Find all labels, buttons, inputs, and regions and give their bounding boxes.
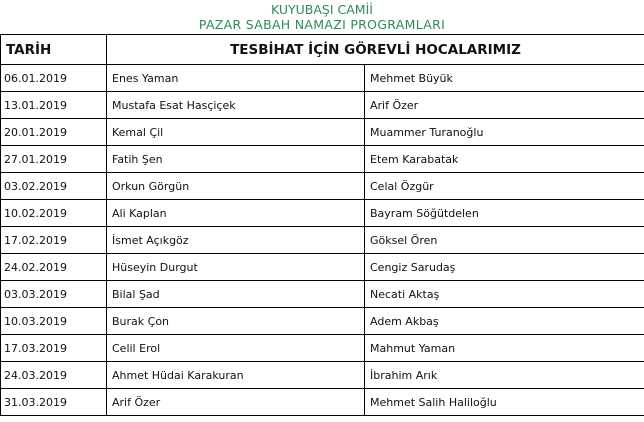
hoca2-cell: Necati Aktaş bbox=[365, 281, 644, 308]
date-cell: 17.02.2019 bbox=[1, 227, 107, 254]
hoca1-cell: Orkun Görgün bbox=[107, 173, 365, 200]
table-row bbox=[1, 335, 644, 362]
date-cell: 10.03.2019 bbox=[1, 308, 107, 335]
hoca2-cell: Arif Özer bbox=[365, 92, 644, 119]
date-cell: 06.01.2019 bbox=[1, 65, 107, 92]
hoca1-cell: Hüseyin Durgut bbox=[107, 254, 365, 281]
date-cell: 31.03.2019 bbox=[1, 389, 107, 416]
title-block bbox=[0, 0, 644, 34]
table-row bbox=[1, 227, 644, 254]
mosque-title: KUYUBAŞI CAMİİ bbox=[271, 2, 373, 17]
hoca1-cell: Burak Çon bbox=[107, 308, 365, 335]
date-cell: 24.03.2019 bbox=[1, 362, 107, 389]
hoca1-cell: Ali Kaplan bbox=[107, 200, 365, 227]
date-cell: 10.02.2019 bbox=[1, 200, 107, 227]
table-row bbox=[1, 389, 644, 416]
table-row bbox=[1, 65, 644, 92]
table-row bbox=[1, 281, 644, 308]
table-row bbox=[1, 146, 644, 173]
schedule-body bbox=[1, 65, 644, 416]
hoca1-cell: Ahmet Hüdai Karakuran bbox=[107, 362, 365, 389]
hoca2-cell: Mahmut Yaman bbox=[365, 335, 644, 362]
hoca1-cell: Arif Özer bbox=[107, 389, 365, 416]
date-cell: 17.03.2019 bbox=[1, 335, 107, 362]
hoca2-cell: Adem Akbaş bbox=[365, 308, 644, 335]
table-row bbox=[1, 173, 644, 200]
schedule-table bbox=[0, 34, 644, 416]
hoca2-cell: Cengiz Sarudaş bbox=[365, 254, 644, 281]
table-row bbox=[1, 254, 644, 281]
hoca1-cell: Fatih Şen bbox=[107, 146, 365, 173]
header-hocalar: TESBİHAT İÇİN GÖREVLİ HOCALARIMIZ bbox=[107, 35, 644, 65]
date-cell: 03.02.2019 bbox=[1, 173, 107, 200]
header-date: TARİH bbox=[1, 35, 107, 65]
hoca2-cell: Mehmet Salih Haliloğlu bbox=[365, 389, 644, 416]
date-cell: 20.01.2019 bbox=[1, 119, 107, 146]
hoca1-cell: Mustafa Esat Hasçiçek bbox=[107, 92, 365, 119]
hoca1-cell: Bilal Şad bbox=[107, 281, 365, 308]
date-cell: 27.01.2019 bbox=[1, 146, 107, 173]
hoca2-cell: İbrahim Arık bbox=[365, 362, 644, 389]
date-cell: 24.02.2019 bbox=[1, 254, 107, 281]
table-row bbox=[1, 92, 644, 119]
hoca1-cell: İsmet Açıkgöz bbox=[107, 227, 365, 254]
program-title: PAZAR SABAH NAMAZI PROGRAMLARI bbox=[198, 17, 446, 32]
hoca2-cell: Muammer Turanoğlu bbox=[365, 119, 644, 146]
hoca2-cell: Mehmet Büyük bbox=[365, 65, 644, 92]
date-cell: 03.03.2019 bbox=[1, 281, 107, 308]
hoca2-cell: Bayram Söğütdelen bbox=[365, 200, 644, 227]
table-row bbox=[1, 362, 644, 389]
hoca2-cell: Celal Özgür bbox=[365, 173, 644, 200]
table-row bbox=[1, 308, 644, 335]
table-header-row bbox=[1, 35, 644, 65]
date-cell: 13.01.2019 bbox=[1, 92, 107, 119]
hoca1-cell: Celil Erol bbox=[107, 335, 365, 362]
table-row bbox=[1, 119, 644, 146]
hoca2-cell: Göksel Ören bbox=[365, 227, 644, 254]
table-row bbox=[1, 200, 644, 227]
hoca1-cell: Enes Yaman bbox=[107, 65, 365, 92]
hoca2-cell: Etem Karabatak bbox=[365, 146, 644, 173]
hoca1-cell: Kemal Çil bbox=[107, 119, 365, 146]
